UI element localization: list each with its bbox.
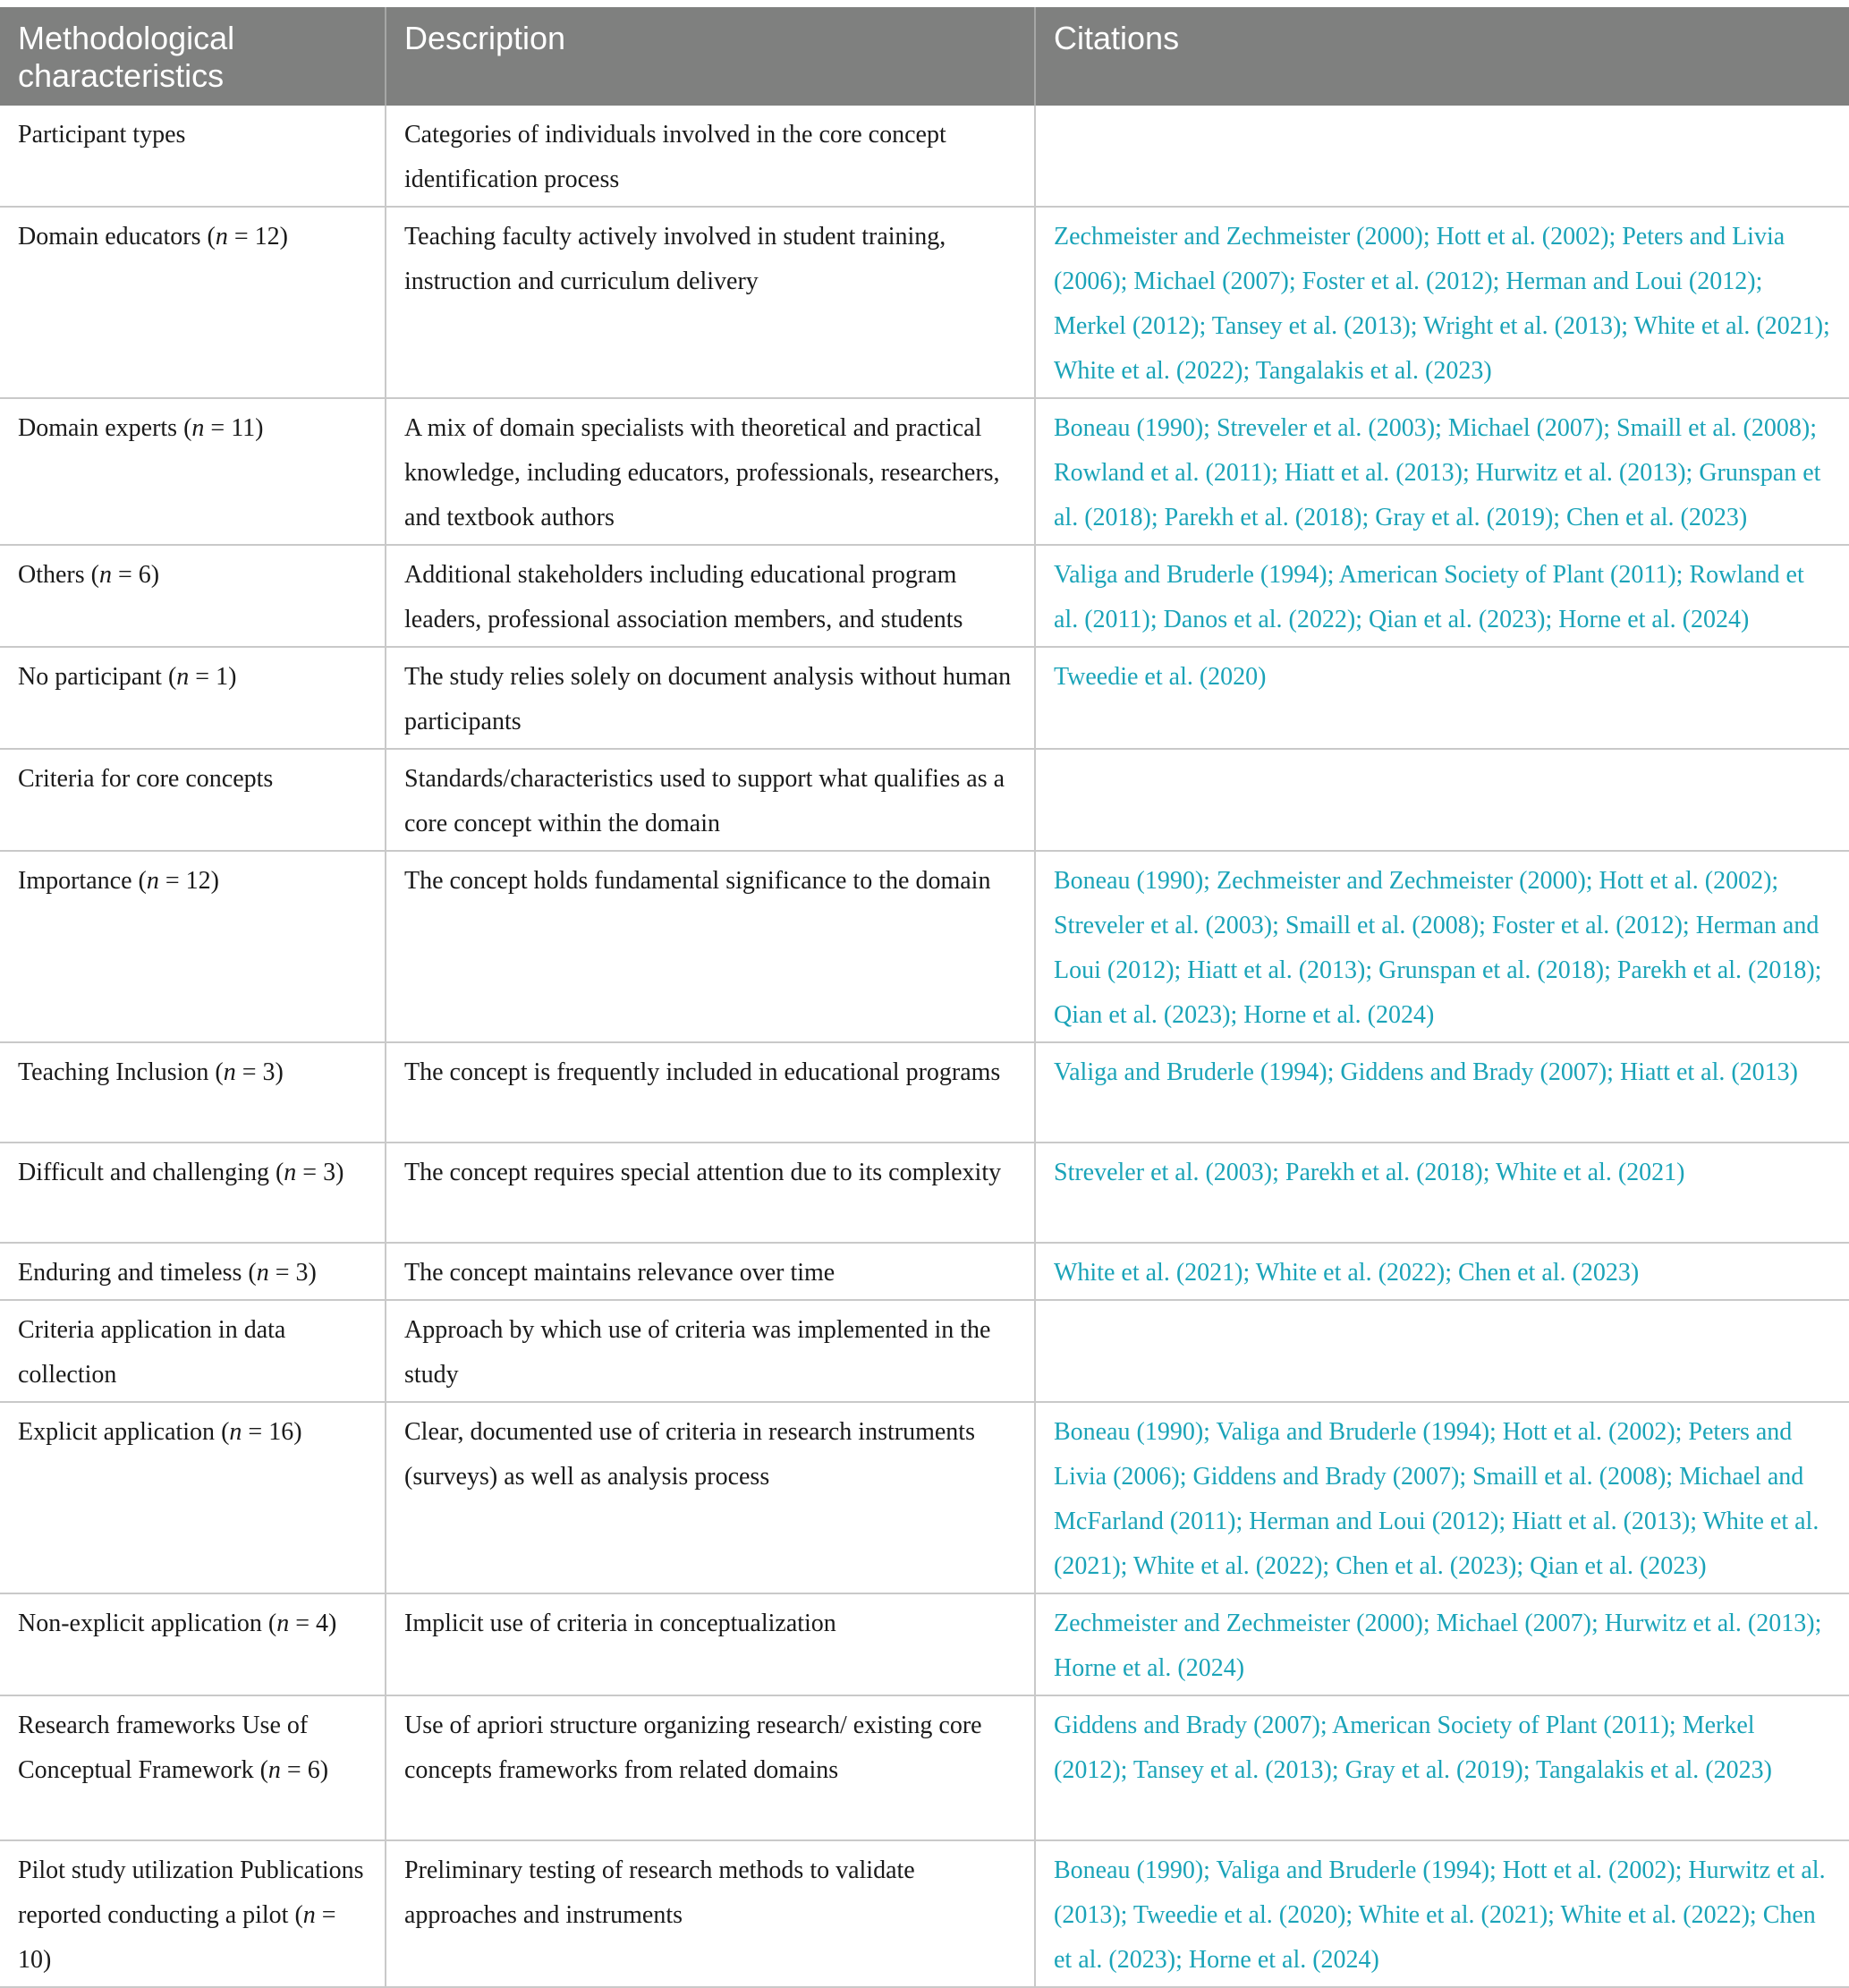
row-characteristic: Domain educators (n = 12) <box>0 207 386 398</box>
row-characteristic: No participant (n = 1) <box>0 647 386 749</box>
row-citations <box>1035 749 1849 851</box>
row-description: Additional stakeholders including educational program leaders, professional association members, and students <box>386 545 1035 647</box>
row-description: Teaching faculty actively involved in student training, instruction and curriculum delivery <box>386 207 1035 398</box>
row-characteristic: Pilot study utilization Publications reported conducting a pilot (n = 10) <box>0 1840 386 1987</box>
row-description: Preliminary testing of research methods to validate approaches and instruments <box>386 1840 1035 1987</box>
table-row <box>0 106 1849 207</box>
row-description: Clear, documented use of criteria in research instruments (surveys) as well as analysis process <box>386 1402 1035 1593</box>
row-citations[interactable]: Zechmeister and Zechmeister (2000); Hott et al. (2002); Peters and Livia (2006); Michael (2007); Foster et al. (2012); Herman and Loui (2012); Merkel (2012); Tansey et al. (2013); Wright et al. (2013); White et al. (2021); White et al. (2022); Tangalakis et al. (2023) <box>1035 207 1849 398</box>
row-description: Standards/characteristics used to support what qualifies as a core concept within the domain <box>386 749 1035 851</box>
n-symbol: n <box>267 1756 281 1784</box>
row-characteristic: Criteria application in data collection <box>0 1300 386 1402</box>
n-symbol: n <box>146 867 159 895</box>
row-description: A mix of domain specialists with theoretical and practical knowledge, including educators, professionals, researchers, and textbook authors <box>386 398 1035 545</box>
row-citations[interactable]: Boneau (1990); Streveler et al. (2003); Michael (2007); Smaill et al. (2008); Rowland et al. (2011); Hiatt et al. (2013); Hurwitz et al. (2013); Grunspan et al. (2018); Parekh et al. (2018); Gray et al. (2019); Chen et al. (2023) <box>1035 398 1849 545</box>
row-citations[interactable]: Tweedie et al. (2020) <box>1035 647 1849 749</box>
row-characteristic: Non-explicit application (n = 4) <box>0 1593 386 1695</box>
row-characteristic: Research frameworks Use of Conceptual Framework (n = 6) <box>0 1695 386 1840</box>
table-row <box>0 1243 1849 1300</box>
table-row <box>0 545 1849 647</box>
row-citations[interactable]: Boneau (1990); Zechmeister and Zechmeister (2000); Hott et al. (2002); Streveler et al. (2003); Smaill et al. (2008); Foster et al. (2012); Herman and Loui (2012); Hiatt et al. (2013); Grunspan et al. (2018); Parekh et al. (2018); Qian et al. (2023); Horne et al. (2024) <box>1035 851 1849 1042</box>
row-description: The concept requires special attention due to its complexity <box>386 1143 1035 1243</box>
row-characteristic: Explicit application (n = 16) <box>0 1402 386 1593</box>
row-description: Categories of individuals involved in the core concept identification process <box>386 106 1035 207</box>
row-description: Use of apriori structure organizing research/ existing core concepts frameworks from related domains <box>386 1695 1035 1840</box>
row-citations <box>1035 106 1849 207</box>
row-characteristic: Enduring and timeless (n = 3) <box>0 1243 386 1300</box>
header-methodological-characteristics: Methodological characteristics <box>0 7 386 106</box>
n-symbol: n <box>176 663 190 691</box>
row-characteristic: Others (n = 6) <box>0 545 386 647</box>
table-body <box>0 106 1849 1987</box>
n-symbol: n <box>215 223 228 251</box>
header-description: Description <box>386 7 1035 106</box>
row-citations[interactable]: Zechmeister and Zechmeister (2000); Michael (2007); Hurwitz et al. (2013); Horne et al. (2024) <box>1035 1593 1849 1695</box>
row-citations[interactable]: White et al. (2021); White et al. (2022); Chen et al. (2023) <box>1035 1243 1849 1300</box>
n-symbol: n <box>191 414 205 442</box>
row-citations[interactable]: Streveler et al. (2003); Parekh et al. (2018); White et al. (2021) <box>1035 1143 1849 1243</box>
table-row <box>0 207 1849 398</box>
table-row <box>0 1695 1849 1840</box>
table-row <box>0 749 1849 851</box>
n-symbol: n <box>284 1159 297 1186</box>
row-description: The concept is frequently included in educational programs <box>386 1042 1035 1143</box>
n-symbol: n <box>98 561 112 589</box>
row-citations[interactable]: Boneau (1990); Valiga and Bruderle (1994); Hott et al. (2002); Peters and Livia (2006); Giddens and Brady (2007); Smaill et al. (2008); Michael and McFarland (2011); Herman and Loui (2012); Hiatt et al. (2013); White et al. (2021); White et al. (2022); Chen et al. (2023); Qian et al. (2023) <box>1035 1402 1849 1593</box>
row-description: Implicit use of criteria in conceptualization <box>386 1593 1035 1695</box>
table-row <box>0 851 1849 1042</box>
table-row <box>0 1840 1849 1987</box>
table-row <box>0 647 1849 749</box>
table-row <box>0 1402 1849 1593</box>
table-row <box>0 398 1849 545</box>
n-symbol: n <box>302 1901 316 1929</box>
n-symbol: n <box>229 1418 242 1446</box>
table-container <box>0 7 1849 1988</box>
row-characteristic: Difficult and challenging (n = 3) <box>0 1143 386 1243</box>
row-characteristic: Teaching Inclusion (n = 3) <box>0 1042 386 1143</box>
methodological-characteristics-table <box>0 7 1849 1988</box>
row-citations[interactable]: Boneau (1990); Valiga and Bruderle (1994); Hott et al. (2002); Hurwitz et al. (2013); Tweedie et al. (2020); White et al. (2021); White et al. (2022); Chen et al. (2023); Horne et al. (2024) <box>1035 1840 1849 1987</box>
table-row <box>0 1143 1849 1243</box>
row-characteristic: Domain experts (n = 11) <box>0 398 386 545</box>
row-characteristic: Criteria for core concepts <box>0 749 386 851</box>
header-row <box>0 7 1849 106</box>
header-citations: Citations <box>1035 7 1849 106</box>
table-row <box>0 1042 1849 1143</box>
n-symbol: n <box>223 1058 236 1086</box>
row-description: The concept maintains relevance over time <box>386 1243 1035 1300</box>
table-row <box>0 1300 1849 1402</box>
row-description: The concept holds fundamental significance to the domain <box>386 851 1035 1042</box>
n-symbol: n <box>256 1259 269 1287</box>
row-characteristic: Participant types <box>0 106 386 207</box>
row-citations[interactable]: Valiga and Bruderle (1994); American Society of Plant (2011); Rowland et al. (2011); Danos et al. (2022); Qian et al. (2023); Horne et al. (2024) <box>1035 545 1849 647</box>
row-characteristic: Importance (n = 12) <box>0 851 386 1042</box>
row-description: The study relies solely on document analysis without human participants <box>386 647 1035 749</box>
row-description: Approach by which use of criteria was implemented in the study <box>386 1300 1035 1402</box>
row-citations[interactable]: Giddens and Brady (2007); American Society of Plant (2011); Merkel (2012); Tansey et al. (2013); Gray et al. (2019); Tangalakis et al. (2023) <box>1035 1695 1849 1840</box>
n-symbol: n <box>276 1610 290 1637</box>
row-citations[interactable]: Valiga and Bruderle (1994); Giddens and Brady (2007); Hiatt et al. (2013) <box>1035 1042 1849 1143</box>
table-header <box>0 7 1849 106</box>
table-row <box>0 1593 1849 1695</box>
row-citations <box>1035 1300 1849 1402</box>
